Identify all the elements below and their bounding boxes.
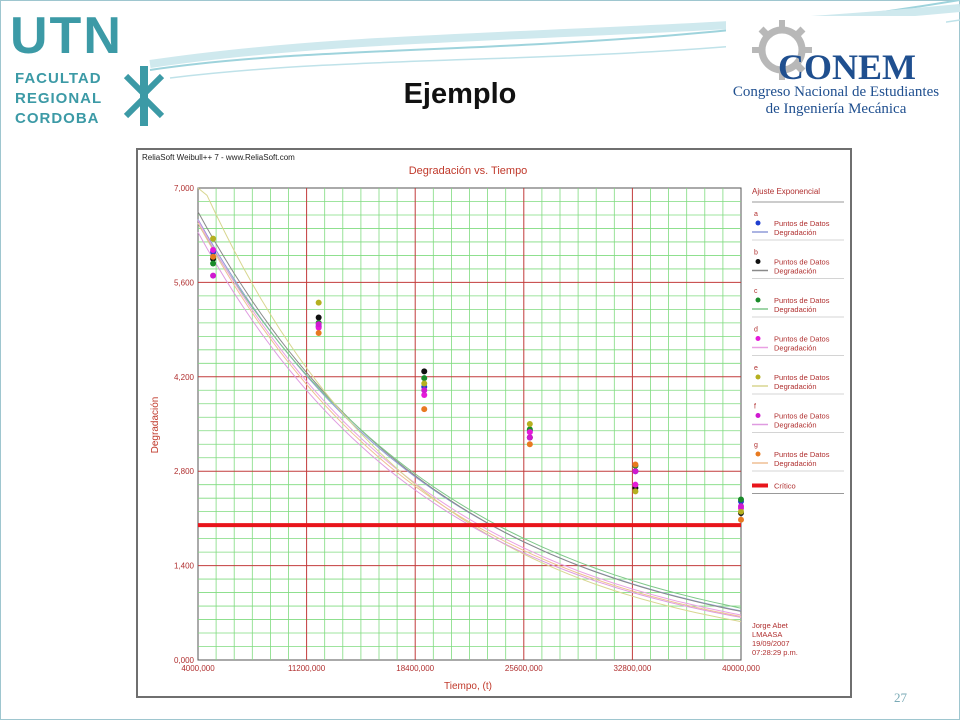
data-point-d <box>527 429 533 435</box>
data-point-e <box>421 381 427 387</box>
data-point-g <box>421 406 427 412</box>
legend-series-name: d <box>754 326 758 334</box>
data-point-f <box>316 321 322 327</box>
data-point-g <box>210 254 216 260</box>
utn-logo <box>10 7 170 130</box>
data-point-f <box>632 468 638 474</box>
data-point-e <box>527 421 533 427</box>
legend-line-label: Degradación <box>774 459 817 468</box>
legend-line-label: Degradación <box>774 382 817 391</box>
legend-series-name: f <box>754 403 756 411</box>
y-tick-label: 1,400 <box>173 561 194 571</box>
y-tick-label: 4,200 <box>173 372 194 382</box>
data-point-e <box>738 509 744 515</box>
annotation-line: 07:28:29 p.m. <box>752 648 798 657</box>
y-tick-label: 0,000 <box>173 656 194 665</box>
legend-point-swatch <box>756 221 761 226</box>
legend-point-swatch <box>756 413 761 418</box>
chart-header: ReliaSoft Weibull++ 7 - www.ReliaSoft.com <box>142 153 295 162</box>
slide-title: Ejemplo <box>403 78 517 110</box>
legend-title: Ajuste Exponencial <box>752 187 821 196</box>
utn-city-line: CORDOBA <box>15 110 100 127</box>
data-point-d <box>210 247 216 253</box>
legend-series-name: c <box>754 288 758 295</box>
legend-critical-label: Crítico <box>774 481 796 491</box>
annotation-line: LMAASA <box>752 630 783 639</box>
conem-name: CONEM <box>778 47 916 87</box>
legend-series-name: b <box>754 249 758 257</box>
y-axis-label: Degradación <box>150 396 161 454</box>
conem-logo <box>726 16 946 120</box>
legend-point-swatch <box>756 375 761 380</box>
legend-points-label: Puntos de Datos <box>774 296 830 305</box>
data-point-e <box>210 236 216 242</box>
data-point-f <box>210 273 216 279</box>
legend-points-label: Puntos de Datos <box>774 219 830 228</box>
conem-subtitle-line1: Congreso Nacional de Estudiantes <box>732 84 940 100</box>
legend-line-label: Degradación <box>774 266 817 276</box>
y-tick-label: 2,800 <box>173 467 194 477</box>
utn-letters: UTN <box>10 7 123 65</box>
y-tick-label: 5,600 <box>173 278 194 288</box>
data-point-c <box>210 261 216 267</box>
legend-point-swatch <box>756 452 761 457</box>
legend-line-label: Degradación <box>774 305 817 314</box>
legend-line-label: Degradación <box>774 343 817 353</box>
data-point-d <box>632 482 638 488</box>
data-point-f <box>421 387 427 393</box>
chart-grid <box>198 188 741 660</box>
x-tick-label: 11200,000 <box>287 664 326 673</box>
data-point-g <box>632 461 638 467</box>
utn-regional-line: REGIONAL <box>15 90 103 107</box>
data-point-e <box>316 300 322 306</box>
data-point-g <box>316 330 322 336</box>
x-tick-label: 40000,000 <box>722 664 760 673</box>
legend-series-name: g <box>754 442 758 449</box>
legend-series-name: a <box>754 211 758 218</box>
data-point-b <box>421 368 427 374</box>
legend-point-swatch <box>756 336 761 341</box>
utn-faculty-line: FACULTAD <box>15 70 102 87</box>
x-axis-label: Tiempo, (t) <box>444 681 492 692</box>
y-tick-label: 7,000 <box>173 184 194 193</box>
annotation-line: Jorge Abet <box>752 621 788 630</box>
chart-title: Degradación vs. Tiempo <box>408 165 528 177</box>
x-tick-label: 25600,000 <box>504 664 543 673</box>
legend-points-label: Puntos de Datos <box>774 373 830 382</box>
legend-points-label: Puntos de Datos <box>774 411 830 421</box>
data-point-g <box>527 441 533 447</box>
x-tick-label: 18400,000 <box>396 664 435 673</box>
legend-series-name: e <box>754 365 758 372</box>
data-point-f <box>738 503 744 509</box>
chart-container <box>136 148 852 698</box>
annotation-line: 19/09/2007 <box>752 639 790 648</box>
legend-points-label: Puntos de Datos <box>774 450 830 459</box>
chart-legend <box>752 187 844 494</box>
legend-line-label: Degradación <box>774 420 817 430</box>
legend-line-label: Degradación <box>774 228 817 237</box>
data-point-c <box>421 375 427 381</box>
data-point-c <box>738 497 744 503</box>
x-tick-label: 4000,000 <box>181 664 215 673</box>
legend-point-swatch <box>756 259 761 264</box>
data-point-f <box>527 434 533 440</box>
legend-points-label: Puntos de Datos <box>774 334 830 344</box>
data-point-b <box>316 314 322 320</box>
utn-emblem-icon <box>122 66 166 126</box>
x-tick-label: 32800,000 <box>613 664 652 673</box>
data-point-e <box>632 488 638 494</box>
page-number: 27 <box>894 690 907 705</box>
degradation-chart <box>138 150 850 696</box>
data-point-g <box>738 517 744 523</box>
chart-annotation <box>752 621 798 657</box>
legend-points-label: Puntos de Datos <box>774 257 830 267</box>
conem-subtitle-line2: de Ingeniería Mecánica <box>765 101 907 117</box>
legend-point-swatch <box>756 298 761 303</box>
